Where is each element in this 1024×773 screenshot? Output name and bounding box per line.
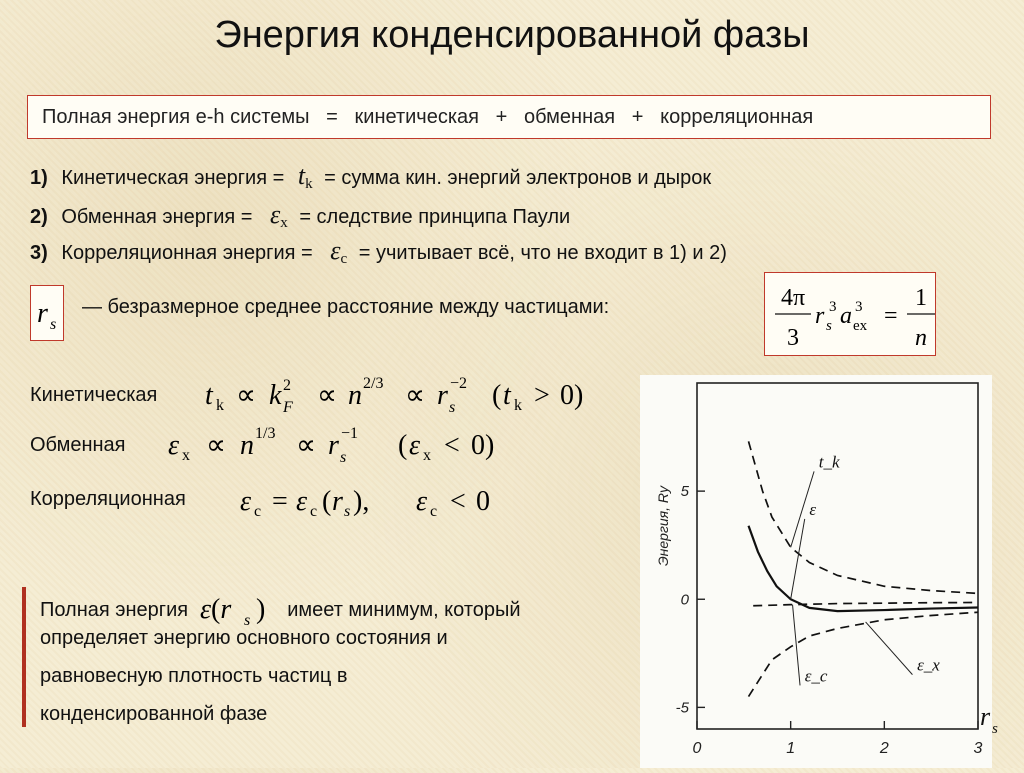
annotation-label: ε_c xyxy=(804,666,828,686)
annotation-label: ε_x xyxy=(917,655,940,675)
annotation-leader xyxy=(791,519,805,599)
svg-text:F: F xyxy=(283,399,293,416)
item-symbol: $\varepsilon_x$ xyxy=(270,200,288,231)
result-prefix: Полная энергия xyxy=(40,599,189,621)
svg-text:r: r xyxy=(332,486,343,517)
item-rest: = следствие принципа Паули xyxy=(299,206,571,228)
svg-text:s: s xyxy=(449,399,456,416)
svg-text:2: 2 xyxy=(283,377,291,394)
item-symbol: $t_k$ xyxy=(297,161,313,192)
svg-text:s: s xyxy=(50,316,57,333)
scaling-label-kinetic: Кинетическая xyxy=(30,384,158,406)
svg-text:a: a xyxy=(840,303,852,329)
x-tick-label: 1 xyxy=(786,740,796,757)
svg-text:1/3: 1/3 xyxy=(255,425,276,442)
x-axis-label-sub: s xyxy=(992,721,998,737)
scaling-formula-exchange xyxy=(168,418,548,476)
total-energy-eq: = xyxy=(326,106,338,128)
item-exchange xyxy=(30,200,570,230)
svg-text:3: 3 xyxy=(787,325,799,351)
series-tk-line xyxy=(749,441,978,593)
exchange-term: обменная xyxy=(524,106,616,128)
result-line-2: определяет энергию основного состояния и xyxy=(40,627,448,649)
svg-text:(: ( xyxy=(398,430,408,461)
svg-text:),: ), xyxy=(353,486,370,517)
svg-text:=: = xyxy=(884,303,898,329)
svg-text:ε: ε xyxy=(409,430,421,461)
svg-text:x: x xyxy=(423,447,431,464)
result-line-3: равновесную плотность частиц в xyxy=(40,665,348,687)
x-tick-label: 0 xyxy=(692,740,702,757)
correlation-term: корреляционная xyxy=(660,106,814,128)
svg-text:∝: ∝ xyxy=(236,380,257,411)
rs-symbol xyxy=(31,286,65,342)
item-rest: = сумма кин. энергий электронов и дырок xyxy=(324,167,712,189)
plus-sign-1: + xyxy=(495,106,508,128)
annotation-label: ε xyxy=(809,499,817,519)
svg-text:>: > xyxy=(534,380,550,411)
svg-text:(: ( xyxy=(322,486,332,517)
svg-text:k: k xyxy=(216,397,224,414)
svg-text:∝: ∝ xyxy=(317,380,338,411)
result-accent-bar xyxy=(22,587,26,727)
x-tick-label: 2 xyxy=(879,740,889,757)
energy-chart-svg xyxy=(640,375,998,768)
energy-plot xyxy=(640,375,998,768)
svg-text:∝: ∝ xyxy=(206,430,227,461)
svg-text:s: s xyxy=(243,612,250,629)
y-tick-label: 5 xyxy=(680,483,689,501)
svg-text:t: t xyxy=(205,380,213,411)
svg-text:s: s xyxy=(344,503,351,520)
svg-text:4π: 4π xyxy=(780,285,806,311)
svg-text:0): 0) xyxy=(471,430,495,461)
svg-text:0): 0) xyxy=(560,380,584,411)
total-energy-box xyxy=(27,95,991,139)
result-symbol xyxy=(198,590,278,630)
svg-text:c: c xyxy=(254,503,262,520)
svg-text:=: = xyxy=(272,486,288,517)
svg-text:r: r xyxy=(37,298,48,329)
svg-text:−1: −1 xyxy=(341,425,359,442)
svg-text:ε: ε xyxy=(296,486,308,517)
scaling-formula-correlation xyxy=(240,474,540,532)
svg-text:t: t xyxy=(503,380,511,411)
svg-text:−2: −2 xyxy=(450,375,468,392)
svg-text:x: x xyxy=(182,447,190,464)
svg-text:r: r xyxy=(328,430,339,461)
svg-text:0: 0 xyxy=(476,486,490,517)
kinetic-term: кинетическая xyxy=(354,106,479,128)
svg-text:<: < xyxy=(450,486,466,517)
svg-text:c: c xyxy=(310,503,318,520)
item-number: 1) xyxy=(30,167,48,189)
svg-text:∝: ∝ xyxy=(405,380,426,411)
scaling-label-correlation: Корреляционная xyxy=(30,488,186,510)
item-symbol: $\varepsilon_c$ xyxy=(330,236,348,267)
total-energy-label: Полная энергия e-h системы xyxy=(42,106,310,128)
series-x-line xyxy=(749,612,978,696)
density-formula-box xyxy=(764,272,936,356)
item-correlation xyxy=(30,236,727,266)
annotation-label: t_k xyxy=(818,452,840,472)
result-line-4: конденсированной фазе xyxy=(40,703,268,725)
slide-title: Энергия конденсированной фазы xyxy=(214,14,810,56)
annotation-leader xyxy=(866,622,913,675)
svg-text:<: < xyxy=(444,430,460,461)
svg-text:(: ( xyxy=(492,380,502,411)
density-formula xyxy=(765,273,937,357)
y-tick-label: -5 xyxy=(675,699,689,717)
svg-text:n: n xyxy=(348,380,362,411)
item-text: Кинетическая энергия = xyxy=(61,167,285,189)
svg-text:k: k xyxy=(514,397,522,414)
item-text: Обменная энергия = xyxy=(61,206,253,228)
svg-text:ε: ε xyxy=(168,430,180,461)
result-line-1 xyxy=(40,590,521,630)
plot-frame xyxy=(697,383,978,729)
svg-text:2/3: 2/3 xyxy=(363,375,384,392)
item-rest: = учитывает всё, что не входит в 1) и 2) xyxy=(358,242,727,264)
svg-text:3: 3 xyxy=(829,299,837,315)
x-tick-label: 3 xyxy=(973,740,983,757)
x-axis-label: r xyxy=(980,702,991,731)
svg-text:s: s xyxy=(340,449,347,466)
series--line xyxy=(749,526,978,611)
svg-text:1: 1 xyxy=(915,285,927,311)
svg-text:r: r xyxy=(815,303,825,329)
scaling-label-exchange: Обменная xyxy=(30,434,126,456)
item-number: 3) xyxy=(30,242,48,264)
rs-symbol-box xyxy=(30,285,64,341)
y-tick-label: 0 xyxy=(680,591,689,609)
svg-text:ε(r: ε(r xyxy=(199,594,231,625)
item-number: 2) xyxy=(30,206,48,228)
svg-text:c: c xyxy=(430,503,438,520)
item-kinetic xyxy=(30,161,711,191)
svg-text:n: n xyxy=(240,430,254,461)
plus-sign-2: + xyxy=(631,106,644,128)
svg-text:ε: ε xyxy=(240,486,252,517)
svg-text:s: s xyxy=(826,318,832,334)
annotation-leader xyxy=(793,605,800,686)
svg-text:∝: ∝ xyxy=(296,430,317,461)
result-line1-rest: имеет минимум, который xyxy=(287,599,521,621)
svg-text:n: n xyxy=(915,325,927,351)
svg-text:): ) xyxy=(255,594,265,625)
item-text: Корреляционная энергия = xyxy=(61,242,313,264)
svg-text:k: k xyxy=(269,380,282,411)
rs-description: — безразмерное среднее расстояние между частицами: xyxy=(82,296,610,318)
svg-text:ε: ε xyxy=(416,486,428,517)
svg-text:ex: ex xyxy=(853,318,868,334)
svg-text:3: 3 xyxy=(855,299,863,315)
y-axis-label: Энергия, Ry xyxy=(655,485,671,567)
svg-text:r: r xyxy=(437,380,448,411)
series-c-line xyxy=(753,602,978,605)
